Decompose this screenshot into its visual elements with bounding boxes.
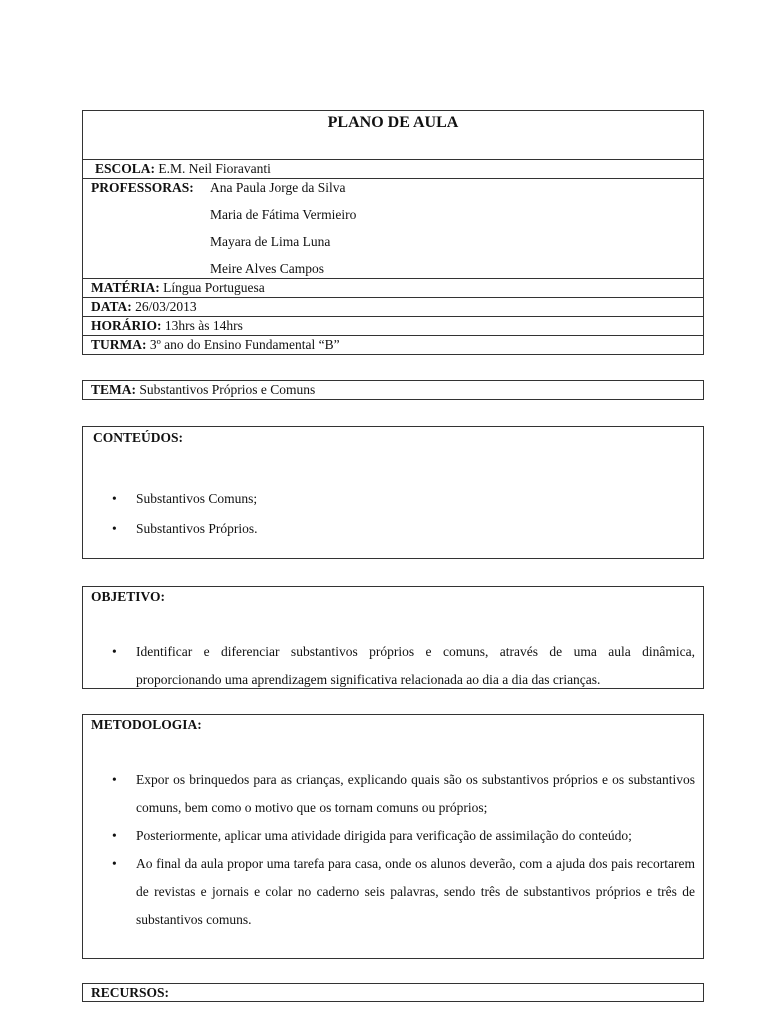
turma-row bbox=[83, 336, 703, 354]
data-value: 26/03/2013 bbox=[131, 299, 197, 314]
metodologia-list bbox=[83, 766, 703, 934]
list-item: • Expor os brinquedos para as crianças, explicando quais são os substantivos próprios e os substantivos comuns, bem como o motivo que os tornam comuns ou próprios; bbox=[83, 766, 703, 822]
horario-row bbox=[83, 317, 703, 336]
conteudos-heading: CONTEÚDOS: bbox=[93, 430, 184, 445]
list-item: • Substantivos Comuns; bbox=[83, 484, 703, 514]
objetivo-list bbox=[83, 638, 703, 694]
tema-label: TEMA: bbox=[91, 382, 136, 397]
metodologia-box bbox=[82, 714, 704, 959]
turma-value: 3º ano do Ensino Fundamental “B” bbox=[146, 337, 340, 352]
recursos-box bbox=[82, 983, 704, 1002]
objetivo-box bbox=[82, 586, 704, 689]
horario-label: HORÁRIO: bbox=[91, 318, 162, 333]
page-title: PLANO DE AULA bbox=[83, 111, 703, 160]
data-label: DATA: bbox=[91, 299, 132, 314]
professoras-row bbox=[83, 179, 703, 279]
professora-name: Maria de Fátima Vermieiro bbox=[210, 207, 357, 222]
escola-value: E.M. Neil Fioravanti bbox=[155, 161, 271, 176]
list-item: • Identificar e diferenciar substantivos próprios e comuns, através de uma aula dinâmica, proporcionando uma aprendizagem significativa relacionada ao dia a dia das crianças. bbox=[83, 638, 703, 694]
conteudos-box bbox=[82, 426, 704, 559]
list-item: • Posteriormente, aplicar uma atividade dirigida para verificação de assimilação do conteúdo; bbox=[83, 822, 703, 850]
professora-name: Ana Paula Jorge da Silva bbox=[210, 180, 346, 195]
conteudos-list bbox=[83, 484, 703, 544]
header-table bbox=[82, 110, 704, 355]
turma-label: TURMA: bbox=[91, 337, 147, 352]
list-item: • Ao final da aula propor uma tarefa para casa, onde os alunos deverão, com a ajuda dos pais recortarem de revistas e jornais e colar no caderno seis palavras, sendo três de substantivos próprios e três de substantivos comuns. bbox=[83, 850, 703, 934]
professora-name: Mayara de Lima Luna bbox=[210, 234, 331, 249]
tema-box bbox=[82, 380, 704, 400]
tema-value: Substantivos Próprios e Comuns bbox=[136, 382, 316, 397]
escola-label: ESCOLA: bbox=[95, 161, 156, 176]
objetivo-heading: OBJETIVO: bbox=[91, 589, 165, 604]
materia-label: MATÉRIA: bbox=[91, 280, 160, 295]
recursos-heading: RECURSOS: bbox=[91, 985, 170, 1000]
professoras-label: PROFESSORAS: bbox=[91, 180, 194, 195]
materia-value: Língua Portuguesa bbox=[159, 280, 265, 295]
list-item: • Substantivos Próprios. bbox=[83, 514, 703, 544]
tema-row bbox=[83, 381, 703, 399]
materia-row bbox=[83, 279, 703, 298]
horario-value: 13hrs às 14hrs bbox=[161, 318, 243, 333]
escola-row bbox=[83, 160, 703, 179]
data-row bbox=[83, 298, 703, 317]
metodologia-heading: METODOLOGIA: bbox=[91, 717, 202, 732]
professora-name: Meire Alves Campos bbox=[210, 261, 324, 276]
